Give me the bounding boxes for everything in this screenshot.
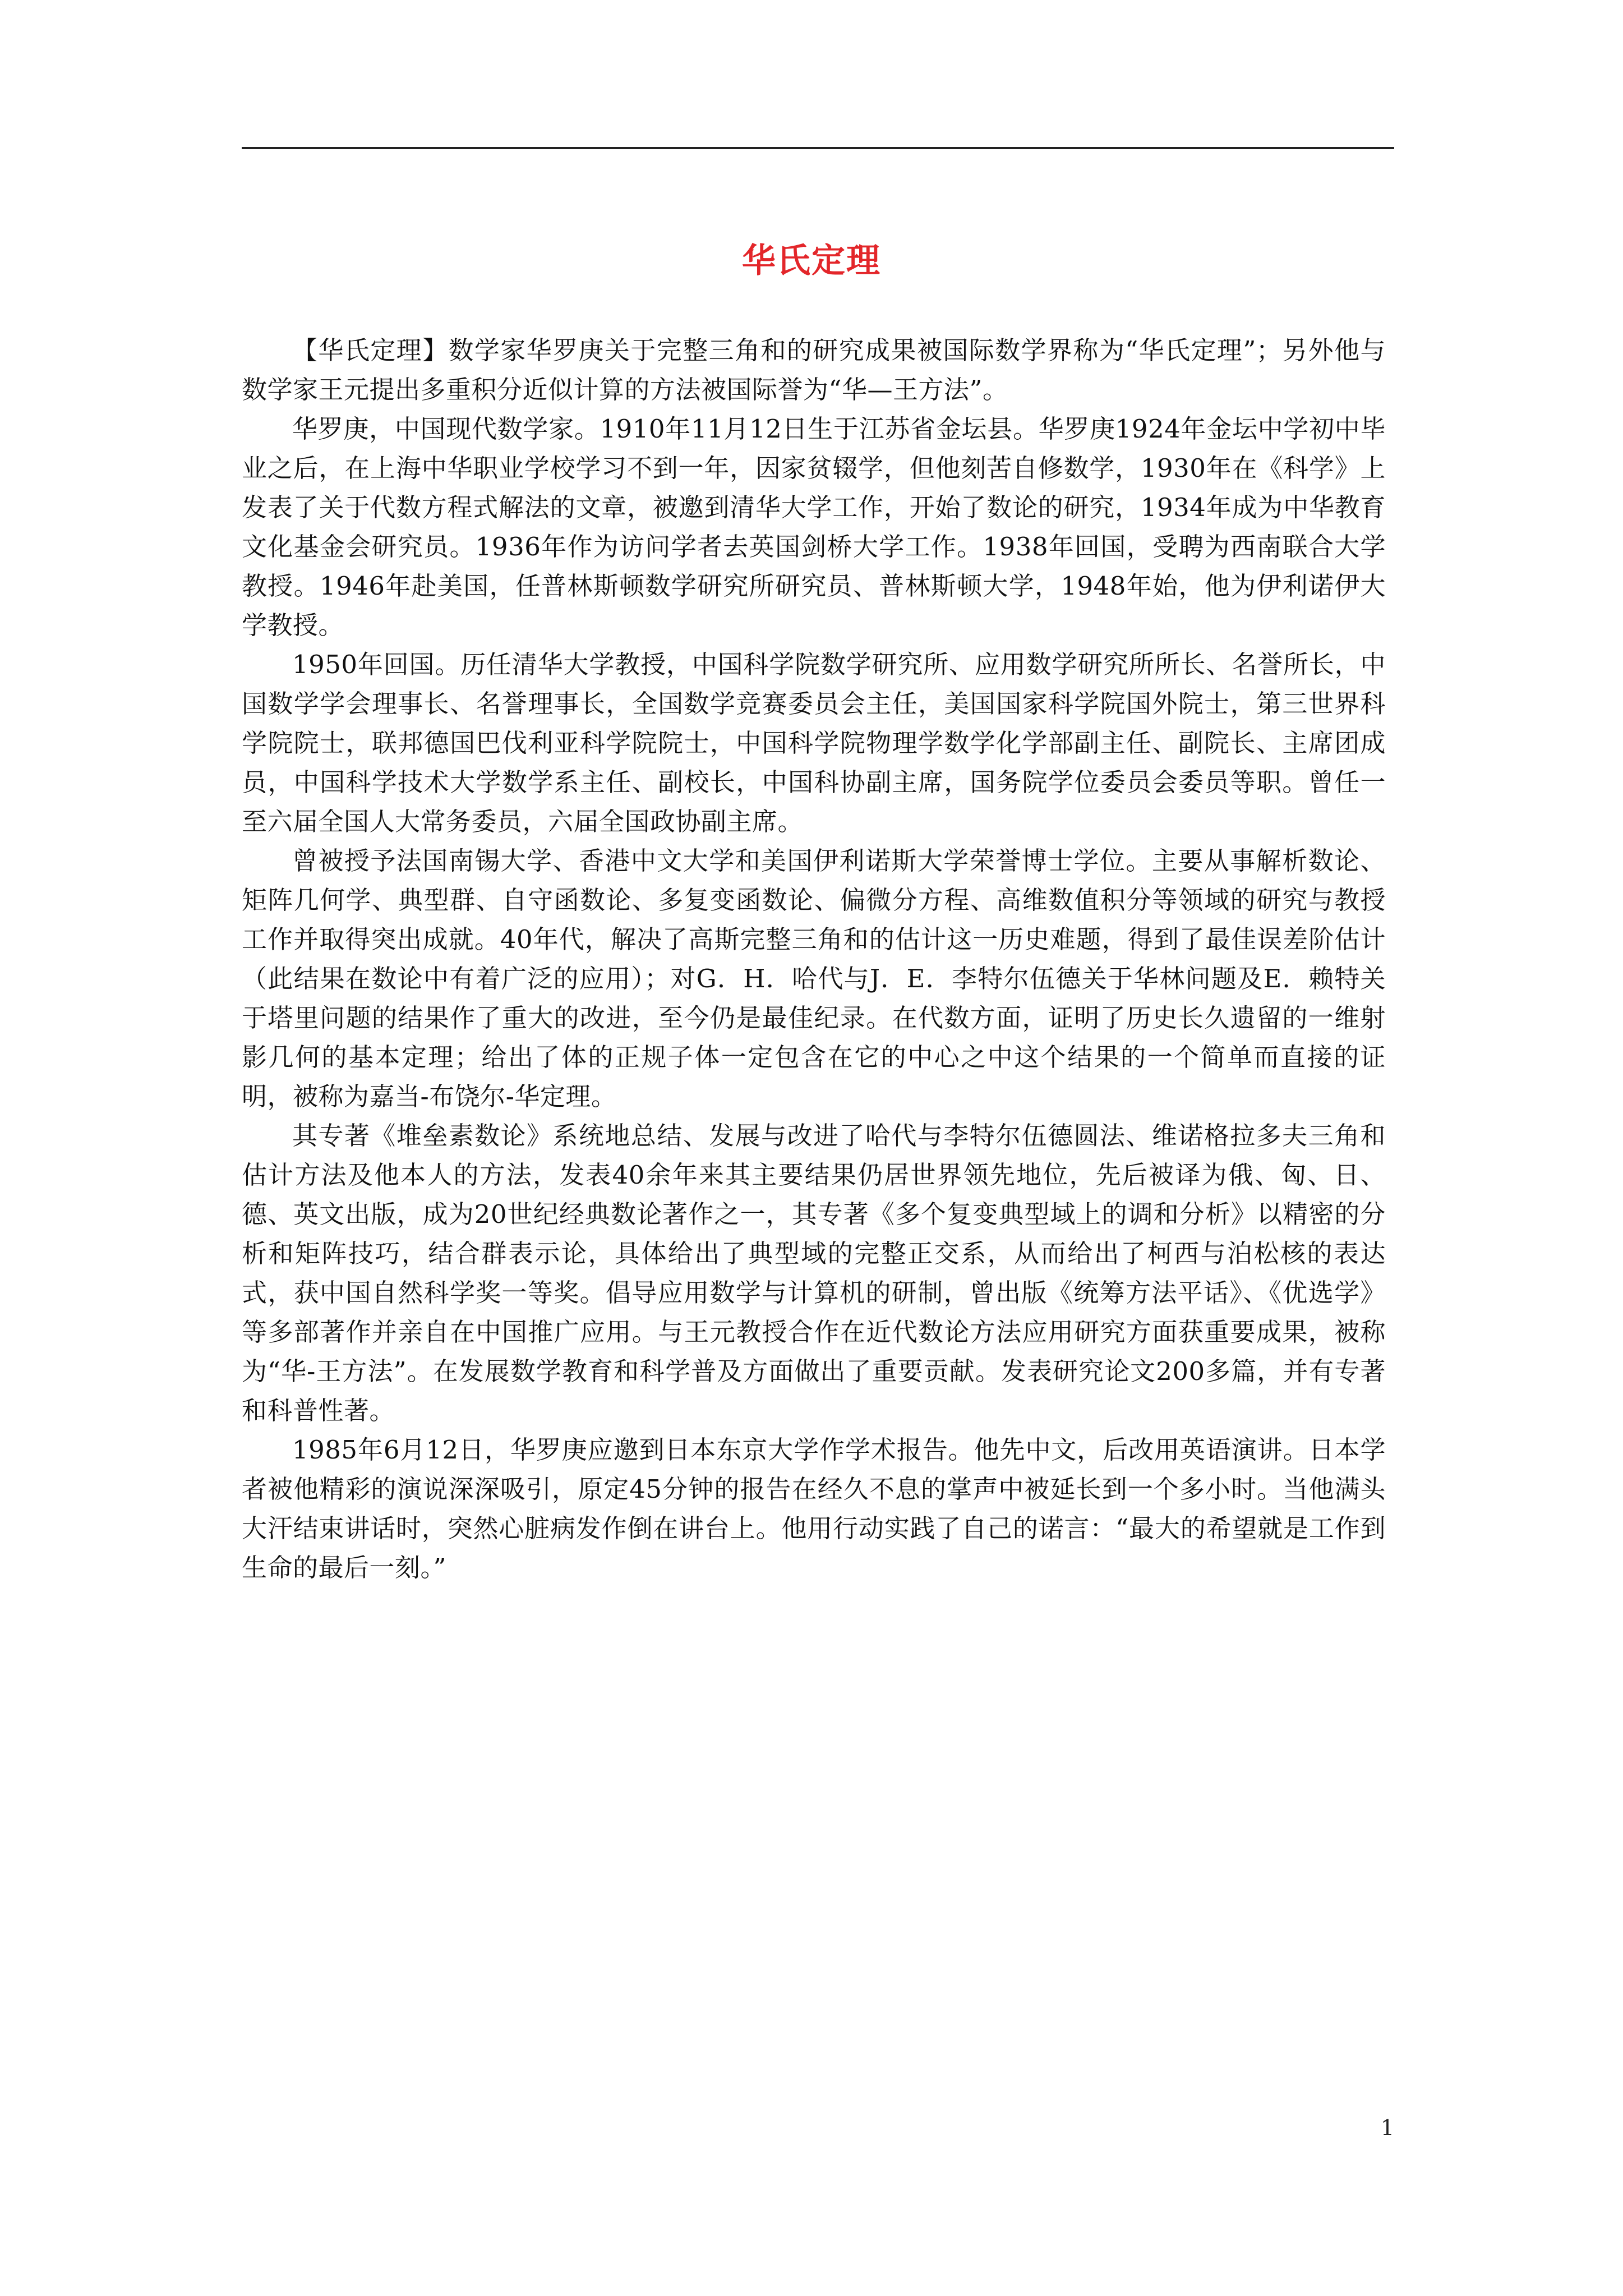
header-rule xyxy=(242,147,1394,149)
paragraph-intro: 【华氏定理】数学家华罗庚关于完整三角和的研究成果被国际数学界称为“华氏定理”；另外他与数学家王元提出多重积分近似计算的方法被国际誉为“华—王方法”。 xyxy=(242,335,1386,404)
paragraph-works: 其专著《堆垒素数论》系统地总结、发展与改进了哈代与李特尔伍德圆法、维诺格拉多夫三角和估计方法及他本人的方法，发表40余年来其主要结果仍居世界领先地位，先后被译为俄、匈、日、德、英文出版，成为20世纪经典数论著作之一，其专著《多个复变典型域上的调和分析》以精密的分析和矩阵技巧，结合群表示论，具体给出了典型域的完整正交系，从而给出了柯西与泊松核的表达式，获中国自然科学奖一等奖。倡导应用数学与计算机的研制，曾出版《统筹方法平话》、《优选学》等多部著作并亲自在中国推广应用。与王元教授合作在近代数论方法应用研究方面获重要成果，被称为“华-王方法”。在发展数学教育和科学普及方面做出了重要贡献。发表研究论文200多篇，并有专著和科普性著。 xyxy=(242,1121,1386,1425)
page-title: 华氏定理 xyxy=(742,241,881,281)
paragraph-final-lecture: 1985年6月12日，华罗庚应邀到日本东京大学作学术报告。他先中文，后改用英语演讲。日本学者被他精彩的演说深深吸引，原定45分钟的报告在经久不息的掌声中被延长到一个多小时。当他满头大汗结束讲话时，突然心脏病发作倒在讲台上。他用行动实践了自己的诺言：“最大的希望就是工作到生命的最后一刻。” xyxy=(242,1435,1386,1582)
document-body xyxy=(242,331,1386,1588)
paragraph-biography: 华罗庚，中国现代数学家。1910年11月12日生于江苏省金坛县。华罗庚1924年金坛中学初中毕业之后，在上海中华职业学校学习不到一年，因家贫辍学，但他刻苦自修数学，1930年在《科学》上发表了关于代数方程式解法的文章，被邀到清华大学工作，开始了数论的研究，1934年成为中华教育文化基金会研究员。1936年作为访问学者去英国剑桥大学工作。1938年回国，受聘为西南联合大学教授。1946年赴美国，任普林斯顿数学研究所研究员、普林斯顿大学，1948年始，他为伊利诺伊大学教授。 xyxy=(242,414,1386,640)
paragraph-positions: 1950年回国。历任清华大学教授，中国科学院数学研究所、应用数学研究所所长、名誉所长，中国数学学会理事长、名誉理事长，全国数学竞赛委员会主任，美国国家科学院国外院士，第三世界科学院院士，联邦德国巴伐利亚科学院院士，中国科学院物理学数学化学部副主任、副院长、主席团成员，中国科学技术大学数学系主任、副校长，中国科协副主席，国务院学位委员会委员等职。曾任一至六届全国人大常务委员，六届全国政协副主席。 xyxy=(242,650,1386,836)
paragraph-achievements: 曾被授予法国南锡大学、香港中文大学和美国伊利诺斯大学荣誉博士学位。主要从事解析数论、矩阵几何学、典型群、自守函数论、多复变函数论、偏微分方程、高维数值积分等领域的研究与教授工作并取得突出成就。40年代，解决了高斯完整三角和的估计这一历史难题，得到了最佳误差阶估计（此结果在数论中有着广泛的应用）；对G．H．哈代与J．E．李特尔伍德关于华林问题及E．赖特关于塔里问题的结果作了重大的改进，至今仍是最佳纪录。在代数方面，证明了历史长久遗留的一维射影几何的基本定理；给出了体的正规子体一定包含在它的中心之中这个结果的一个简单而直接的证明，被称为嘉当-布饶尔-华定理。 xyxy=(242,846,1386,1111)
page-number: 1 xyxy=(1380,2115,1394,2140)
